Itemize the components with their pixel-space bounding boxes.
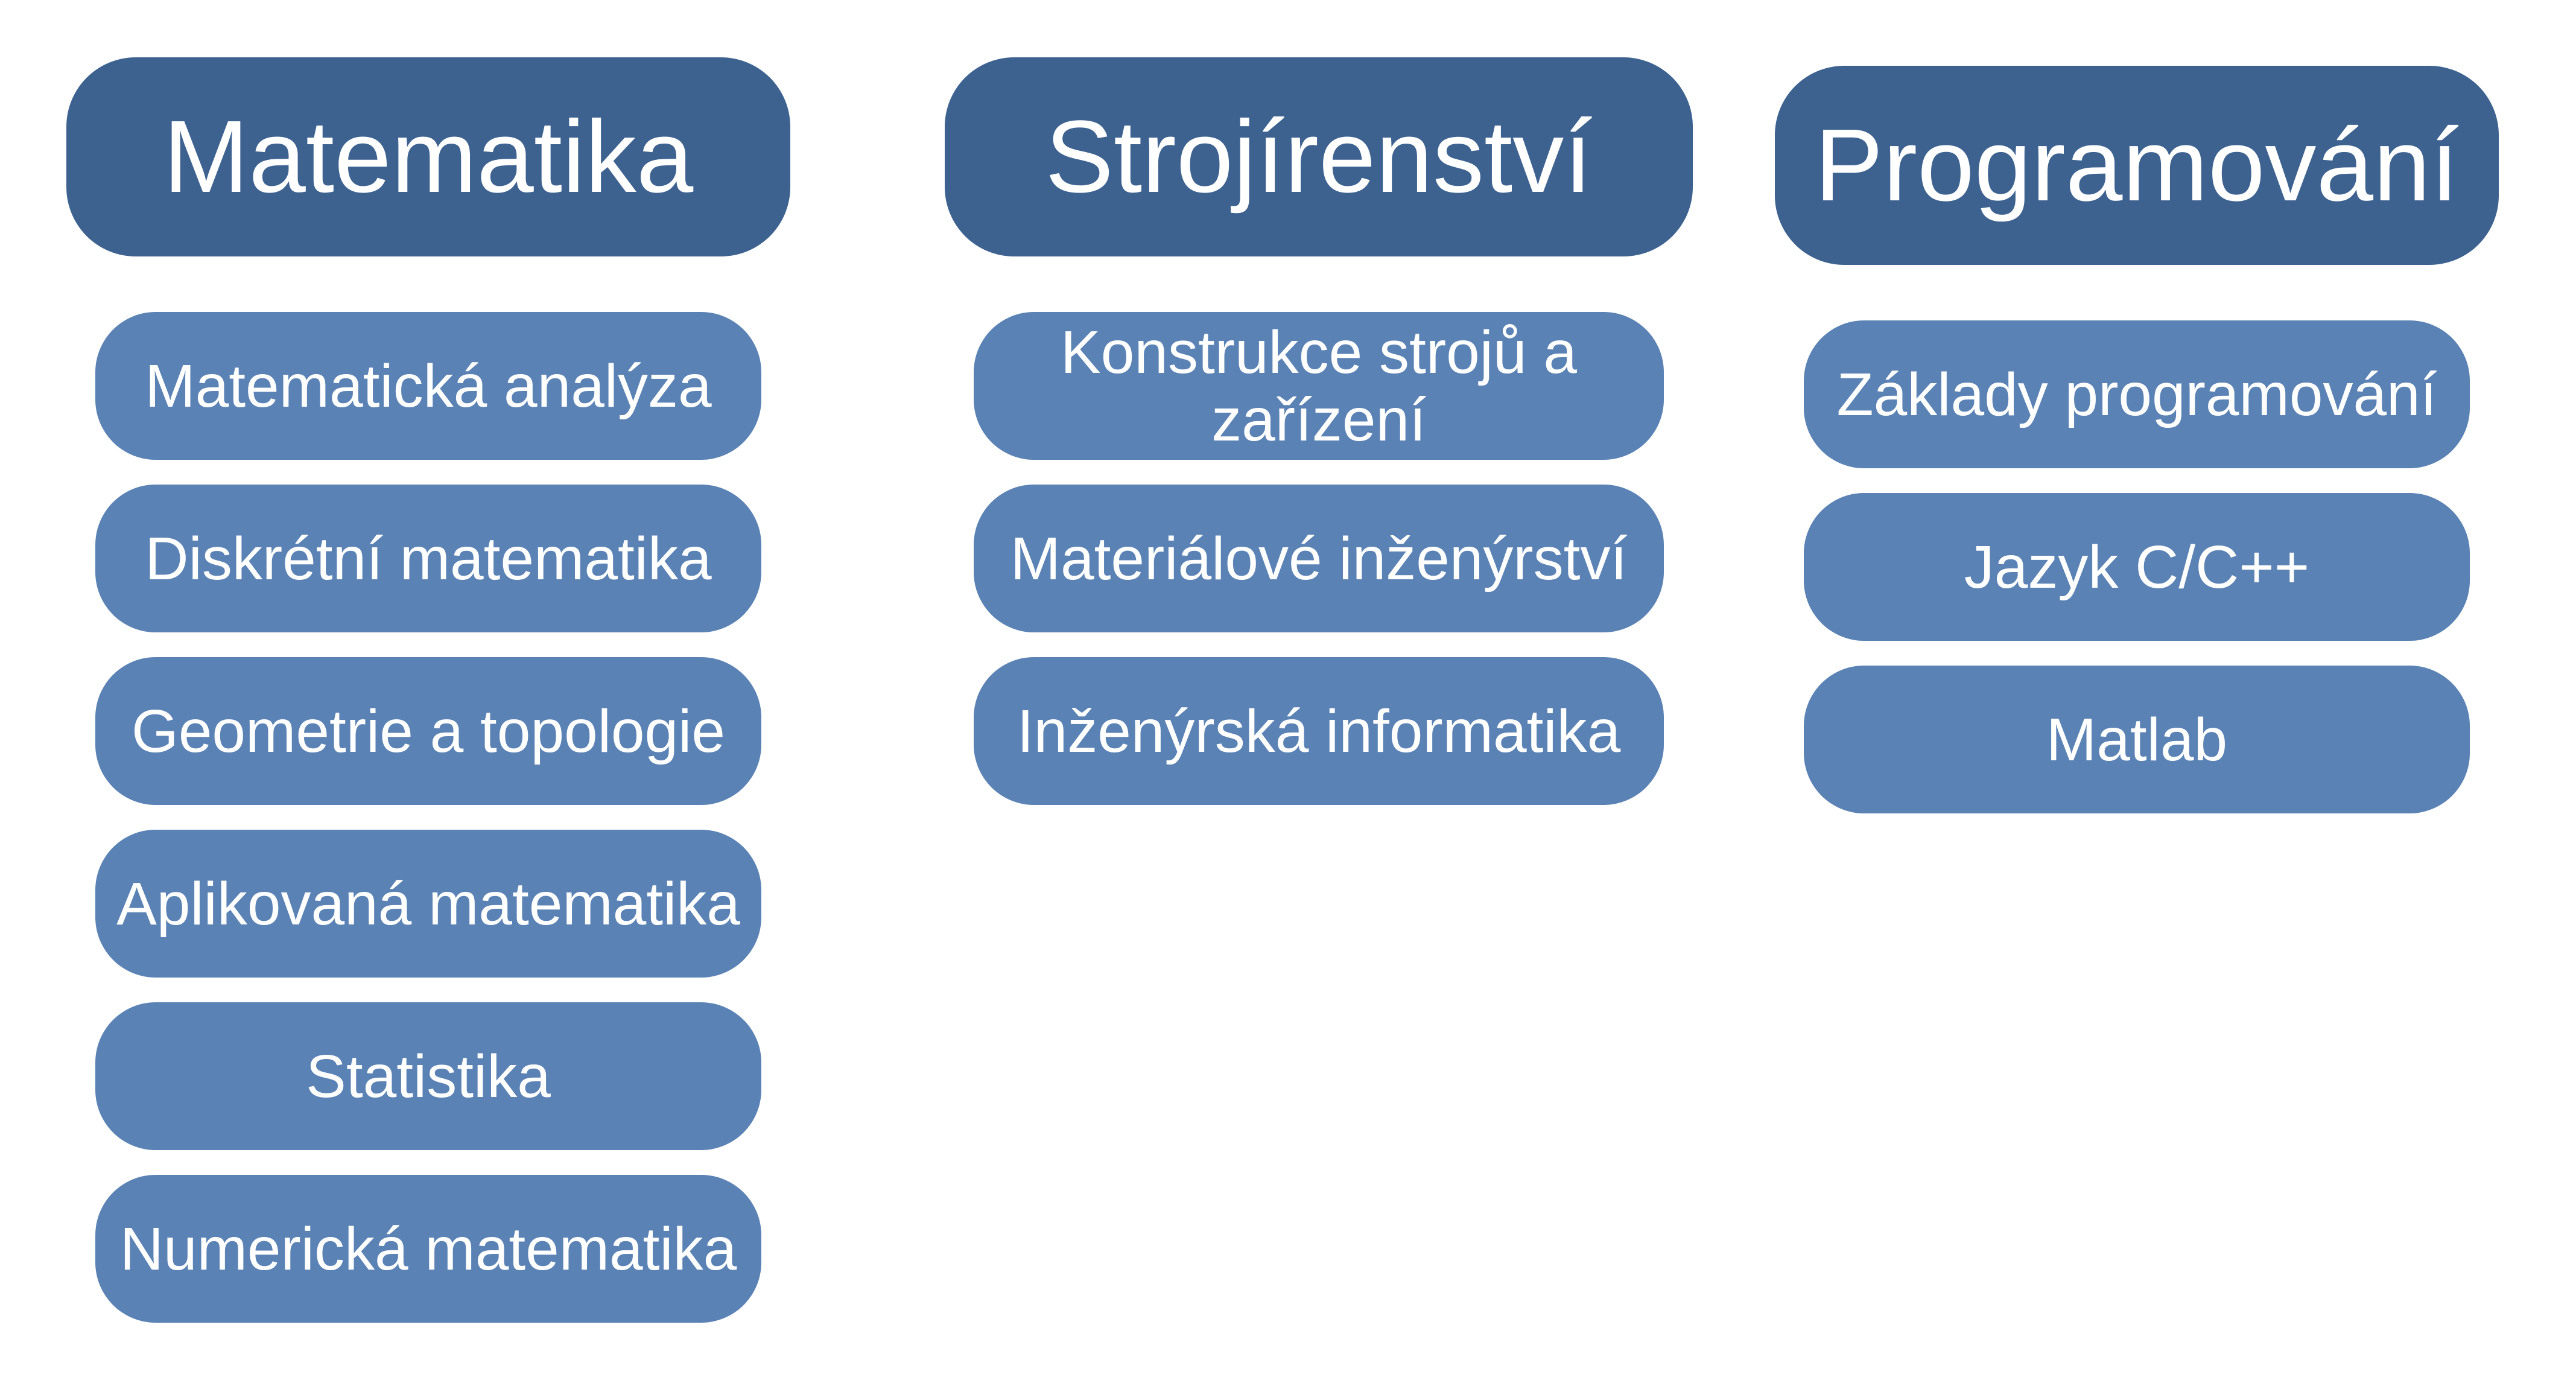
item-matlab: Matlab xyxy=(1804,666,2470,813)
header-programovani: Programování xyxy=(1775,66,2499,265)
item-inzenyrska-informatika: Inženýrská informatika xyxy=(974,657,1664,805)
column-programovani xyxy=(1775,66,2499,813)
item-diskretni-matematika: Diskrétní matematika xyxy=(95,485,761,632)
strojirenstvi-item-list xyxy=(945,312,1693,805)
item-geometrie-a-topologie: Geometrie a topologie xyxy=(95,657,761,805)
matematika-item-list xyxy=(66,312,790,1323)
header-matematika: Matematika xyxy=(66,57,790,256)
item-zaklady-programovani: Základy programování xyxy=(1804,320,2470,468)
item-numericka-matematika: Numerická matematika xyxy=(95,1175,761,1323)
item-matematicka-analyza: Matematická analýza xyxy=(95,312,761,460)
column-strojirenstvi xyxy=(945,57,1693,805)
programovani-item-list xyxy=(1775,320,2499,813)
item-statistika: Statistika xyxy=(95,1002,761,1150)
header-strojirenstvi: Strojírenství xyxy=(945,57,1693,256)
item-aplikovana-matematika: Aplikovaná matematika xyxy=(95,830,761,978)
item-konstrukce-stroju-a-zarizeni: Konstrukce strojů a zařízení xyxy=(974,312,1664,460)
item-jazyk-c-cpp: Jazyk C/C++ xyxy=(1804,493,2470,641)
item-materialove-inzenyrstvi: Materiálové inženýrství xyxy=(974,485,1664,632)
column-matematika xyxy=(66,57,790,1323)
